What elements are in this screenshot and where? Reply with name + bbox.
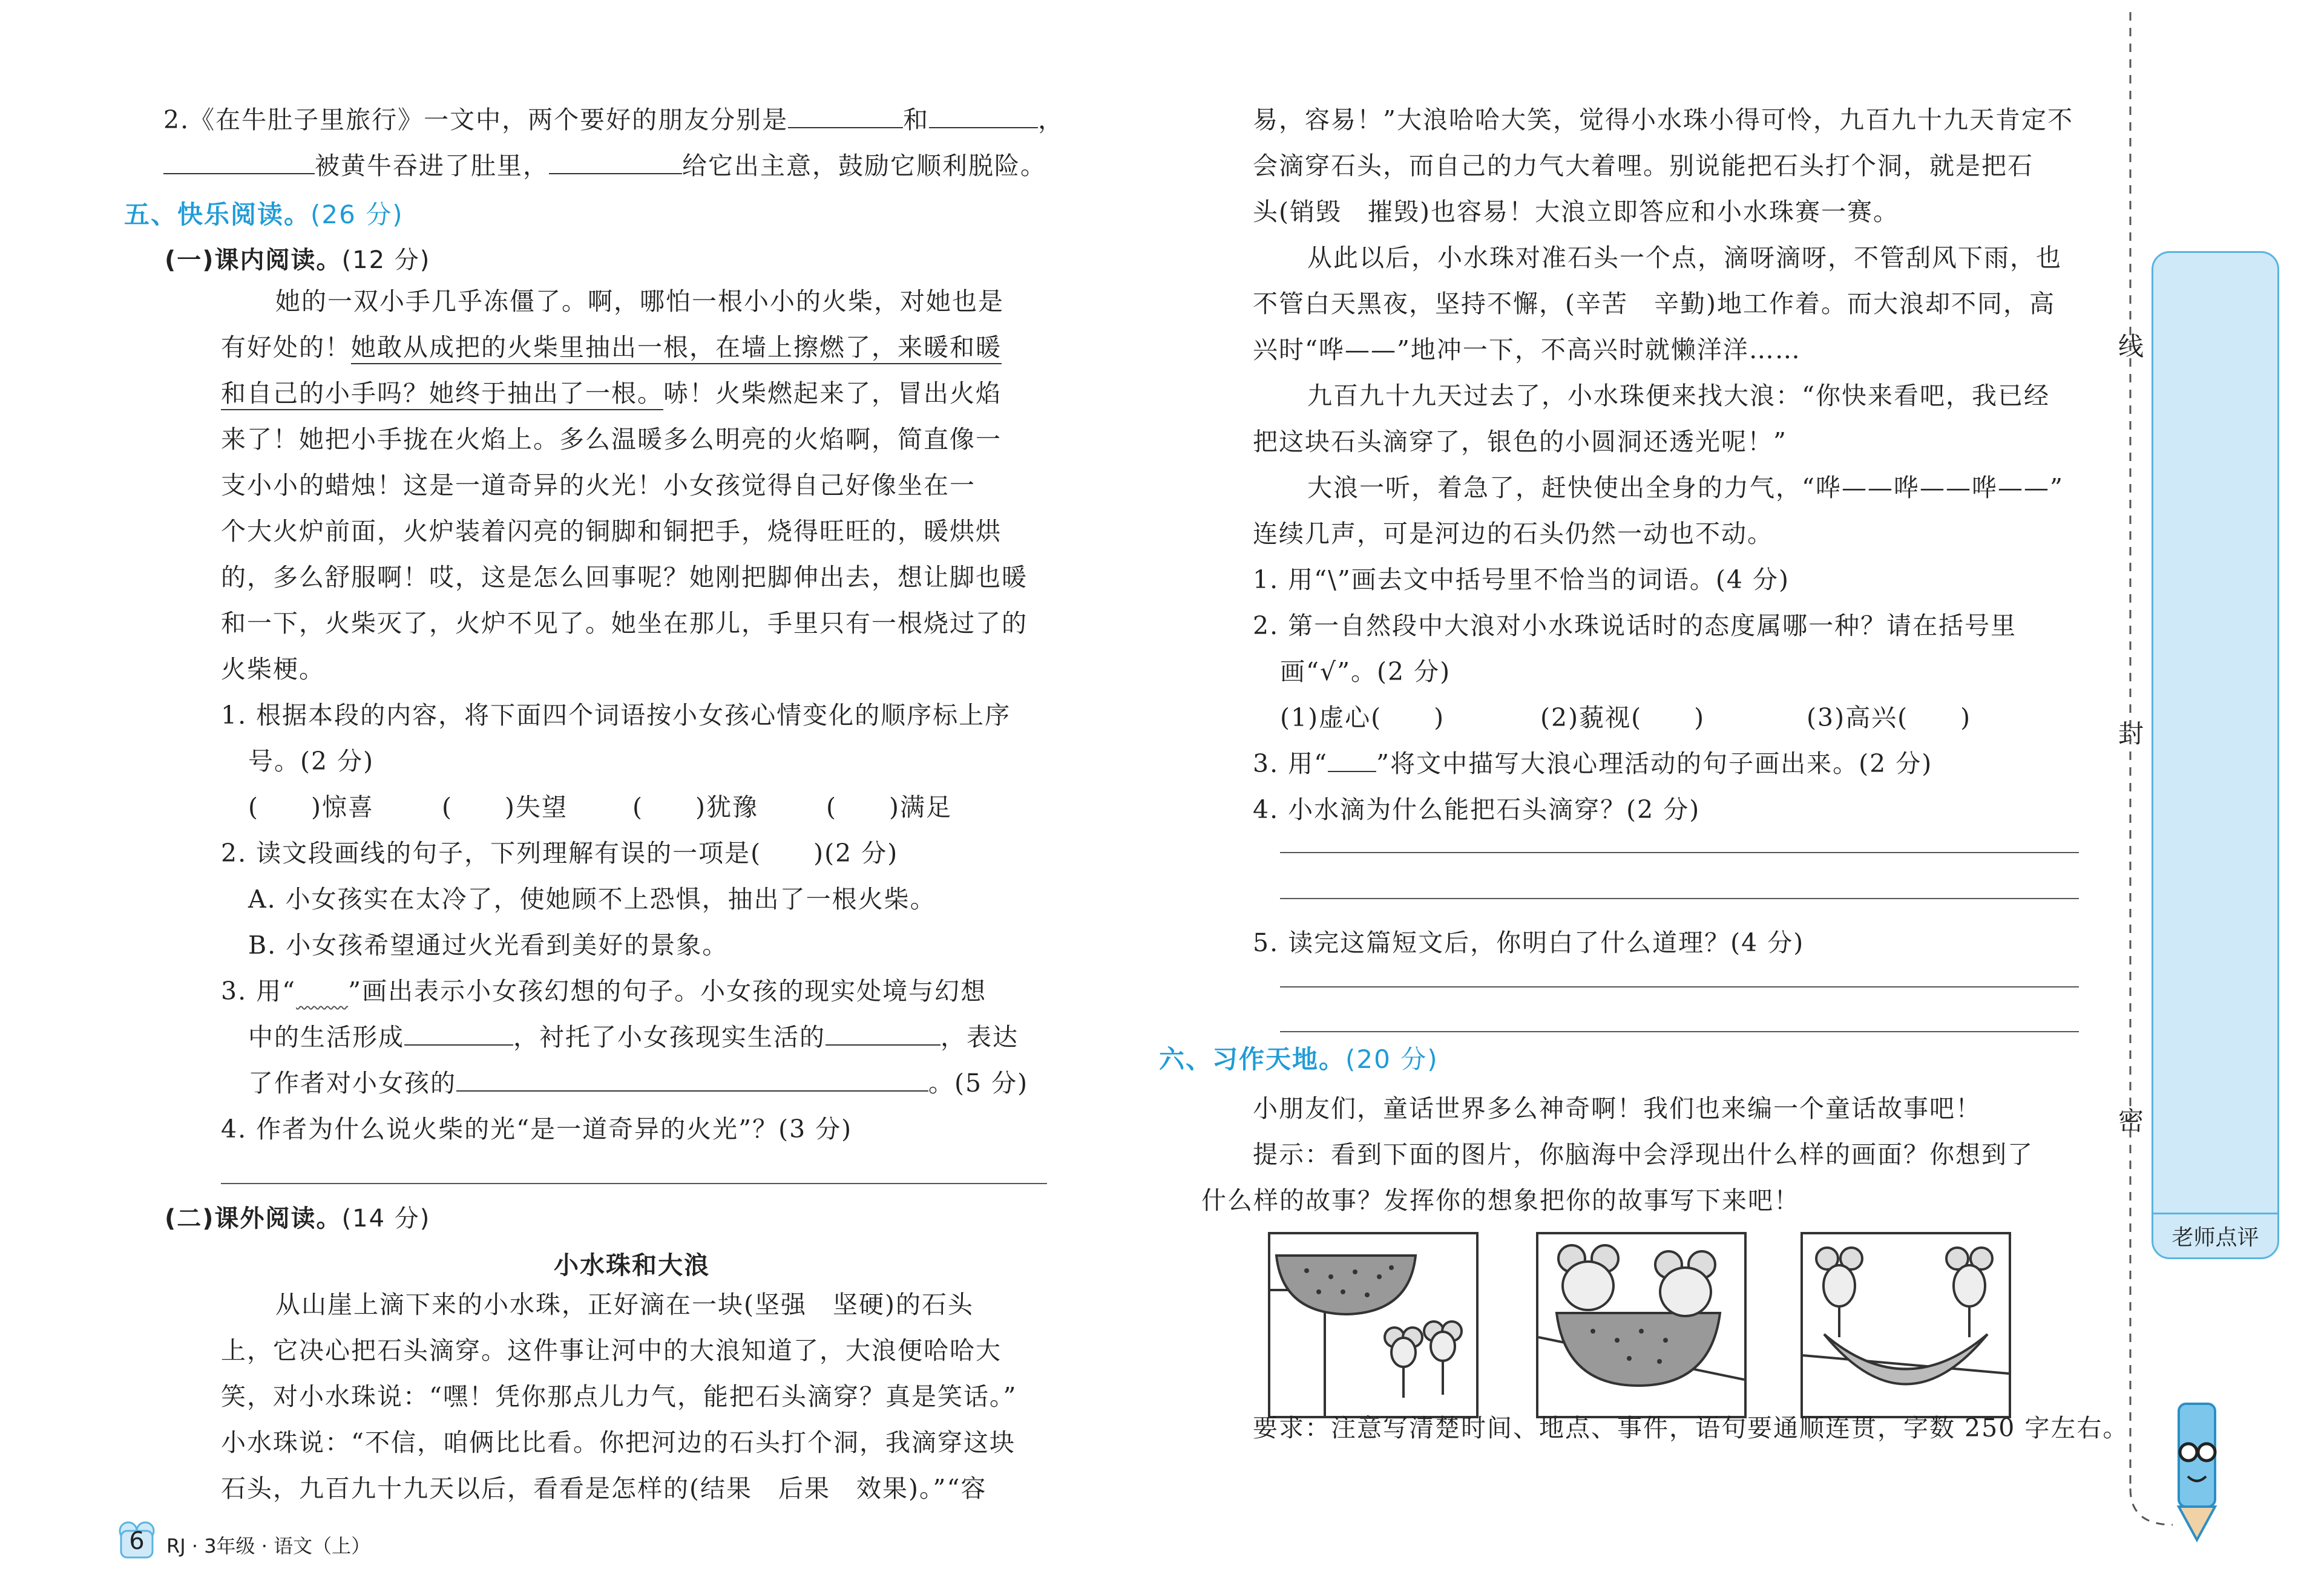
blank[interactable] [404,1021,513,1046]
part2-heading [165,1199,430,1234]
passage1-line: 的，多么舒服啊！哎，这是怎么回事呢？她刚把脚伸出去，想让脚也暖 [221,563,1028,592]
passage2-cont-line: 易，容易！”大浪哈哈大笑，觉得小水珠小得可怜，九百九十九天肯定不 [1253,105,2073,134]
q1-option[interactable]: ( )犹豫 [632,793,758,822]
passage2-cont-line: 从此以后，小水珠对准石头一个点，滴呀滴呀，不管刮风下雨，也 [1307,243,2062,272]
section6-score: (20 分) [1345,1044,1439,1074]
passage1-line: 火柴梗。 [221,655,325,684]
passage1-line: 来了！她把小手拢在火焰上。多么温暖多么明亮的火焰啊，简直像一 [221,425,1002,454]
r-q5-text: 5. 读完这篇短文后，你明白了什么道理？(4 分) [1253,928,1805,957]
story-picture-1 [1268,1232,1479,1418]
q1-option[interactable]: ( )惊喜 [248,793,374,822]
blank[interactable] [826,1021,940,1046]
blank[interactable] [163,150,315,174]
part1-title: (一)课内阅读。 [165,246,342,274]
passage1-line [221,370,1002,416]
passage2-line: 笑，对小水珠说：“嘿！凭你那点儿力气，能把石头滴穿？真是笑话。” [221,1382,1017,1411]
pencil-mascot-icon [2155,1398,2239,1543]
mouse-icon [1385,1321,1462,1398]
r-q3-text-a: 3. 用“ [1253,749,1328,778]
answer-line[interactable] [1280,898,2079,899]
footer-text: RJ · 3年级 · 语文（上） [166,1534,371,1557]
passage1-line: 支小小的蜡烛！这是一道奇异的火光！小女孩觉得自己好像坐在一 [221,471,976,500]
r-q3-text-b: ”将文中描写大浪心理活动的句子画出来。(2 分) [1376,749,1933,778]
section5-score: (26 分) [310,200,404,229]
underlined-sentence: 她敢从成把的火柴里抽出一根，在墙上擦燃了，来暖和暖 [351,333,1002,364]
underlined-sentence: 和自己的小手吗？她终于抽出了一根。 [221,379,663,410]
section6-intro: 小朋友们，童话世界多么神奇啊！我们也来编一个童话故事吧！ [1253,1094,1981,1123]
prev-q2-text-b: 和 [903,105,930,134]
q1-line2: 号。(2 分) [248,747,375,776]
prev-q2-line1 [163,97,1064,143]
passage2-cont-line: 连续几声，可是河边的石头仍然一动也不动。 [1253,519,1773,548]
mice-eating-icon [1538,1234,1744,1416]
story-picture-2 [1536,1232,1747,1418]
answer-line[interactable] [221,1183,1047,1184]
passage2-line: 小水珠说：“不信，咱俩比比看。你把河边的石头打个洞，我滴穿这块 [221,1428,1016,1457]
passage2-cont-line: 大浪一听，着急了，赶快使出全身的力气，“哗——哗——哗——” [1307,473,2064,502]
section5-heading [124,195,404,231]
passage1-line: 个大火炉前面，火炉装着闪亮的铜脚和铜把手，烧得旺旺的，暖烘烘 [221,517,1002,546]
teacher-comment-panel[interactable] [2152,251,2279,1259]
q3-text-a: 3. 用“ [221,977,297,1006]
section6-title: 六、习作天地。 [1159,1044,1346,1074]
q3-text-d: ，衬托了小女孩现实生活的 [513,1023,826,1052]
prev-q2-text-a: 2.《在牛肚子里旅行》一文中，两个要好的朋友分别是 [163,105,789,134]
story-picture-3 [1800,1232,2011,1418]
q3-text-e: ，表达 [940,1023,1019,1052]
passage2-cont-line: 九百九十九天过去了，小水珠便来找大浪：“你快来看吧，我已经 [1307,381,2050,410]
watermelon-icon [1270,1234,1476,1416]
blank[interactable] [549,150,682,174]
r-q4-text: 4. 小水滴为什么能把石头滴穿？(2 分) [1253,795,1701,824]
r-q3-text [1253,741,1932,787]
passage2-cont-line: 不管白天黑夜，坚持不懈，(辛苦 辛勤)地工作着。而大浪却不同，高 [1253,289,2055,318]
prev-q2-line2 [163,143,1046,189]
prev-q2-text-c: ， [1038,105,1065,134]
r-q2-option[interactable]: (3)高兴( ) [1807,703,1972,732]
answer-line[interactable] [1280,1031,2079,1032]
r-q2-option[interactable]: (1)虚心( ) [1280,703,1445,732]
blank[interactable] [456,1067,928,1092]
q3-text-c: 中的生活形成 [248,1023,404,1052]
q2-option-a[interactable]: A. 小女孩实在太冷了，使她顾不上恐惧，抽出了一根火柴。 [248,885,936,914]
r-q1-text: 1. 用“\”画去文中括号里不恰当的词语。(4 分) [1253,565,1790,594]
section5-title: 五、快乐阅读。 [124,200,311,229]
passage1-line [221,324,1002,370]
q1-line1: 1. 根据本段的内容，将下面四个词语按小女孩心情变化的顺序标上序 [221,701,1011,730]
part1-score: (12 分) [341,246,431,274]
section6-intro: 什么样的故事？发挥你的想象把你的故事写下来吧！ [1201,1186,1800,1215]
q3-text-g: 。(5 分) [928,1069,1029,1098]
passage2-cont-line: 头(销毁 摧毁)也容易！大浪立即答应和小水珠赛一赛。 [1253,197,1899,226]
r-q2-line2: 画“√”。(2 分) [1280,657,1451,686]
margin-label-secret: 密 [2118,1106,2144,1136]
passage1-line: 和一下，火柴灭了，火炉不见了。她坐在那儿，手里只有一根烧过了的 [221,609,1028,638]
passage2-cont-line: 把这块石头滴穿了，银色的小圆洞还透光呢！” [1253,427,1787,456]
q3-text-f: 了作者对小女孩的 [248,1069,456,1098]
prev-q2-text-e: 给它出主意，鼓励它顺利脱险。 [682,151,1046,180]
part1-heading [165,241,430,275]
section6-heading [1159,1040,1439,1076]
page-number: 6 [129,1527,145,1555]
passage2-cont-line: 兴时“哗——”地冲一下，不高兴时就懒洋洋…… [1253,335,1801,364]
page-number-badge [115,1518,159,1561]
q3-line2 [248,1014,1019,1060]
r-q2-line1: 2. 第一自然段中大浪对小水珠说话时的态度属哪一种？请在括号里 [1253,611,2017,640]
q1-option[interactable]: ( )满足 [826,793,952,822]
part2-score: (14 分) [341,1205,431,1233]
margin-label-line: 线 [2118,332,2144,361]
wavy-line-sample [296,977,348,1006]
blank[interactable] [929,104,1038,128]
passage2-cont-line: 会滴穿石头，而自己的力气大着哩。别说能把石头打个洞，就是把石 [1253,151,2034,180]
underline-sample [1328,753,1376,772]
story-title: 小水珠和大浪 [554,1251,710,1280]
passage1-text: 哧！火柴燃起来了，冒出火焰 [663,379,1002,408]
q4-text: 4. 作者为什么说火柴的光“是一道奇异的火光”？(3 分) [221,1115,853,1144]
answer-line[interactable] [1280,852,2079,853]
margin-label-seal: 封 [2118,719,2144,748]
q3-line1 [221,968,986,1014]
passage2-line: 上，它决心把石头滴穿。这件事让河中的大浪知道了，大浪便哈哈大 [221,1336,1002,1365]
q2-option-b[interactable]: B. 小女孩希望通过火光看到美好的景象。 [248,931,729,960]
r-q2-option[interactable]: (2)藐视( ) [1540,703,1705,732]
q3-text-b: ”画出表示小女孩幻想的句子。小女孩的现实处境与幻想 [348,977,987,1006]
prev-q2-text-d: 被黄牛吞进了肚里， [315,151,549,180]
part2-title: (二)课外阅读。 [165,1205,342,1233]
teacher-comment-label: 老师点评 [2153,1213,2277,1251]
blank[interactable] [788,104,903,128]
q3-line3 [248,1060,1028,1106]
section6-intro: 提示：看到下面的图片，你脑海中会浮现出什么样的画面？你想到了 [1253,1140,2034,1169]
q2-text: 2. 读文段画线的句子，下列理解有误的一项是( )(2 分) [221,839,899,868]
mice-rind-icon [1803,1234,2009,1416]
q1-option[interactable]: ( )失望 [442,793,568,822]
answer-line[interactable] [1280,986,2079,987]
passage1-text: 有好处的！ [221,333,351,362]
passage2-line: 石头，九百九十九天以后，看看是怎样的(结果 后果 效果)。”“容 [221,1474,987,1503]
passage2-line: 从山崖上滴下来的小水珠，正好滴在一块(坚强 坚硬)的石头 [275,1290,974,1319]
section6-requirement: 要求：注意写清楚时间、地点、事件，语句要通顺连贯，字数 250 字左右。 [1253,1413,2129,1443]
passage1-line: 她的一双小手几乎冻僵了。啊，哪怕一根小小的火柴，对她也是 [275,287,1004,316]
